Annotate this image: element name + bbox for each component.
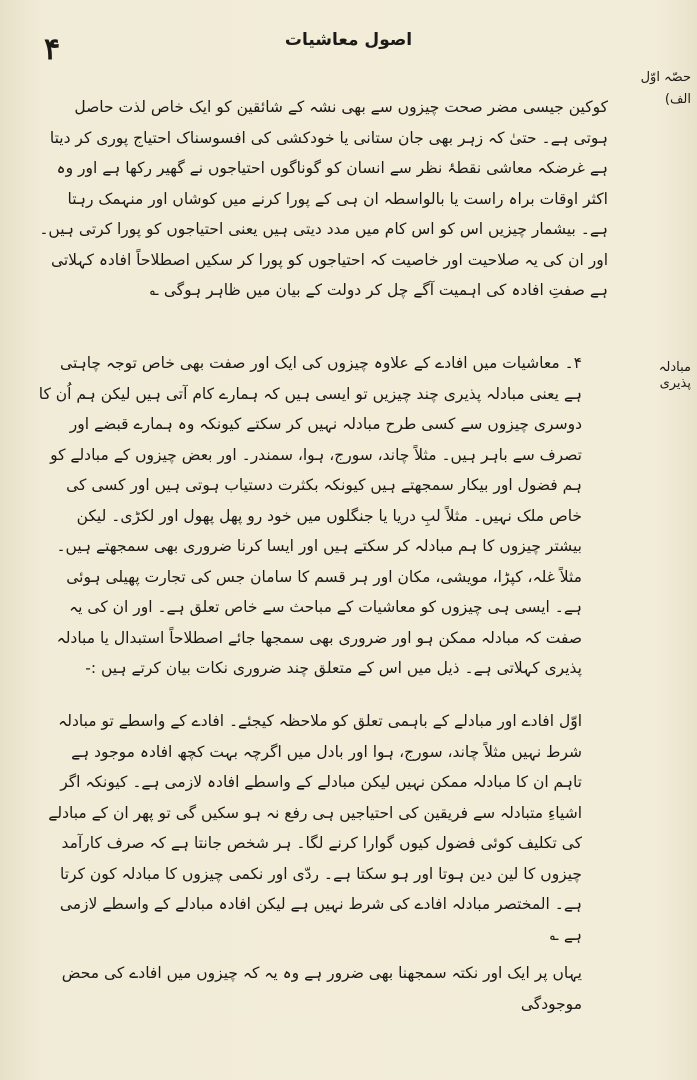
page-number: ۴: [44, 32, 61, 67]
paragraph-first-point: [38, 706, 608, 950]
paragraph-utility: [38, 92, 608, 306]
paragraph-exchangeability: [38, 348, 608, 684]
margin-note-part: حصّہ اوّل: [640, 70, 691, 85]
paragraph-text: یہاں پر ایک اور نکتہ سمجھنا بھی ضرور ہے وہ یہ کہ چیزوں میں افادے کی محض موجودگی: [61, 964, 582, 1013]
paragraph-text: اوّل افادے اور مبادلے کے باہمی تعلق کو ملاحظہ کیجئے۔ افادے کے واسطے تو مبادلہ شرط نہیں مثلاً چاند، سورج، ہوا اور بادل میں اگرچہ بہت کچھ افادہ موجود ہے تاہم ان کا مبادلہ ممکن نہیں لیکن مبادلے کے واسطے افادہ لازمی ہے۔ کیونکہ اگر اشیاءِ متبادلہ سے فریقین کی احتیاجیں ہی رفع نہ ہو سکیں گی تو پھر ان کے مبادلے کی تکلیف کوئی فضول کیوں گوارا کرنے لگا۔ ہر شخص جانتا ہے کہ صرف کارآمد چیزوں کا لین دین ہوتا اور ہو سکتا ہے۔ ردّی اور نکمی چیزوں کا مبادلہ کون کرتا ہے۔ المختصر مبادلہ افادے کی شرط نہیں ہے لیکن افادہ مبادلے کے واسطے لازمی ہے ؎: [48, 712, 582, 944]
paragraph-text: کوکین جیسی مضر صحت چیزوں سے بھی نشہ کے شائقین کو ایک خاص لذت حاصل ہوتی ہے۔ حتیٰ کہ زہر بھی جان ستانی یا خودکشی کی افسوسناک احتیاج پوری کر دیتا ہے غرضکہ معاشی نقطۂ نظر سے انسان کو گوناگوں احتیاجوں نے گھیر رکھا ہے اور وہ اکثر اوقات براہ راست یا بالواسطہ ان ہی کے پورا کرنے میں کوشاں اور منہمک رہتا ہے۔ بیشمار چیزیں اس کو اس کام میں مدد دیتی ہیں یعنی احتیاجوں کو پورا کرتی ہیں۔ اور ان کی یہ صلاحیت اور خاصیت کہ احتیاجوں کو پورا کر سکیں اصطلاحاً افادہ کہلاتی ہے صفتِ افادہ کی اہمیت آگے چل کر دولت کے بیان میں ظاہر ہوگی ؎: [39, 98, 608, 299]
margin-note-alif: الف): [664, 92, 691, 107]
paragraph-continuation: [38, 958, 608, 1019]
margin-note-exchangeability: مبادلہ پذیری: [658, 360, 691, 391]
paragraph-text: ۴۔ معاشیات میں افادے کے علاوہ چیزوں کی ایک اور صفت بھی خاص توجہ چاہتی ہے یعنی مبادلہ پذیری چند چیزیں تو ایسی ہیں کہ ہمارے کام آتی ہیں لیکن ہم اُن کا دوسری چیزوں سے کسی طرح مبادلہ نہیں کر سکتے کیونکہ وہ ہمارے قبضے اور تصرف سے باہر ہیں۔ مثلاً چاند، سورج، ہوا، سمندر۔ اور بعض چیزوں کے مبادلے کو ہم فضول اور بیکار سمجھتے ہیں کیونکہ بکثرت دستیاب ہوتی ہیں اور کسی کی خاص ملک نہیں۔ مثلاً لبِ دریا یا جنگلوں میں خود رو پھل پھول اور لکڑی۔ لیکن بیشتر چیزوں کا ہم مبادلہ کر سکتے ہیں اور ایسا کرنا ضروری بھی سمجھتے ہیں۔ مثلاً غلہ، کپڑا، مویشی، مکان اور ہر قسم کا سامان جس کی تجارت پھیلی ہوئی ہے۔ ایسی ہی چیزوں کو معاشیات کے مباحث سے خاص تعلق ہے۔ اور ان کی یہ صفت کہ مبادلہ ممکن ہو اور ضروری بھی سمجھا جائے اصطلاحاً استبدال یا مبادلہ پذیری کہلاتی ہے۔ ذیل میں اس کے متعلق چند ضروری نکات بیان کرتے ہیں :-: [38, 354, 582, 677]
running-header-title: اصول معاشیات: [284, 30, 413, 50]
